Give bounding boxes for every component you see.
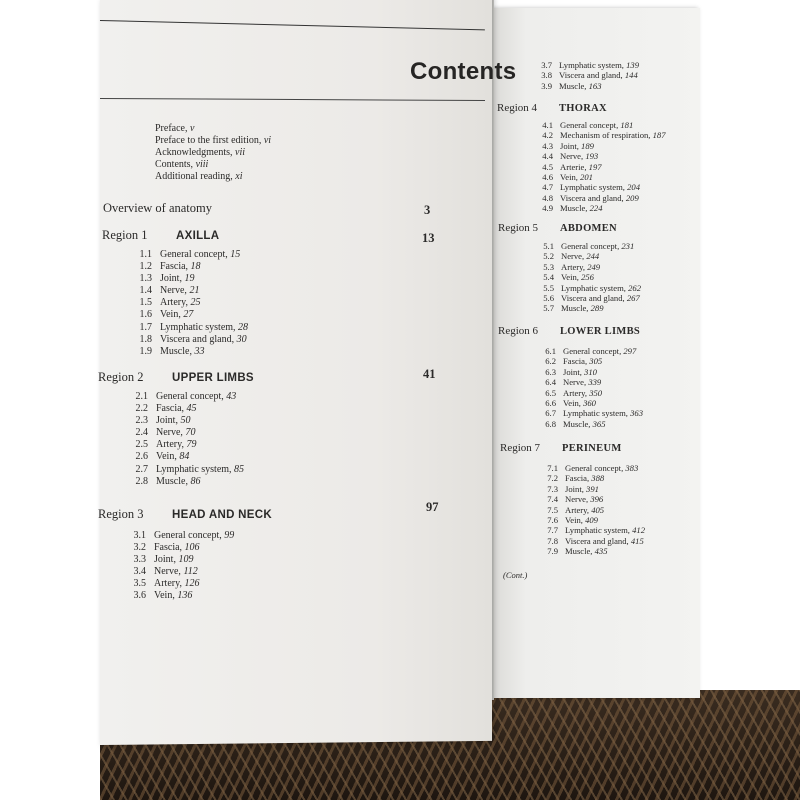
front-matter-list [155, 123, 271, 183]
region-heading [98, 370, 254, 385]
list-item: 4.5 Arterie, 197 [542, 161, 602, 172]
list-item: 5.7 Muscle, 289 [543, 303, 604, 314]
list-item: 2.8 Muscle, 86 [135, 475, 201, 487]
region-title: HEAD AND NECK [172, 509, 272, 521]
list-item: 1.7 Lymphatic system, 28 [139, 321, 249, 333]
list-item: 4.7 Lymphatic system, 204 [542, 182, 640, 193]
region-title: PERINEUM [562, 443, 622, 454]
region-name: Region 6 [498, 325, 539, 337]
list-item: 7.2 Fascia, 388 [547, 473, 605, 484]
list-item: 5.4 Vein, 256 [543, 272, 594, 283]
list-item: 4.3 Joint, 189 [542, 140, 594, 151]
list-item: 3.7 Lymphatic system, 139 [541, 60, 639, 70]
list-item: 1.3 Joint, 19 [139, 273, 195, 285]
overview-label: Overview of anatomy [103, 201, 212, 215]
region-name: Region 7 [500, 442, 541, 454]
list-item: 6.2 Fascia, 305 [545, 356, 603, 367]
list-item: 7.6 Vein, 409 [547, 515, 598, 526]
list-item: 7.7 Lymphatic system, 412 [547, 525, 645, 536]
front-matter-item: Preface, v [155, 123, 195, 134]
region-title: LOWER LIMBS [560, 326, 641, 337]
list-item: 1.8 Viscera and gland, 30 [139, 333, 247, 345]
region-heading [98, 507, 272, 522]
list-item: 3.4 Nerve, 112 [133, 566, 198, 578]
list-item: 3.5 Artery, 126 [133, 578, 200, 590]
list-item: 5.1 General concept, 231 [543, 241, 635, 251]
list-item: 2.7 Lymphatic system, 85 [135, 463, 245, 475]
region-title: AXILLA [176, 230, 220, 242]
list-item: 3.9 Muscle, 163 [541, 80, 602, 91]
region-entries [536, 346, 643, 429]
region-entries [533, 120, 666, 214]
list-item: 7.9 Muscle, 435 [547, 546, 608, 557]
list-item: 4.9 Muscle, 224 [542, 203, 603, 214]
list-item: 1.6 Vein, 27 [139, 309, 194, 321]
list-item: 3.8 Viscera and gland, 144 [541, 70, 638, 81]
continued-label: (Cont.) [503, 570, 528, 580]
list-item: 1.4 Nerve, 21 [139, 285, 200, 297]
list-item: 6.1 General concept, 297 [545, 346, 637, 356]
region-heading [102, 228, 219, 243]
list-item: 4.2 Mechanism of respiration, 187 [542, 130, 666, 141]
front-matter-item: Acknowledgments, vii [155, 147, 245, 158]
list-item: 6.8 Muscle, 365 [545, 418, 606, 429]
region-heading [497, 102, 607, 114]
list-item: 5.3 Artery, 249 [543, 261, 601, 272]
region-title: THORAX [559, 103, 607, 114]
list-item: 1.2 Fascia, 18 [139, 261, 201, 273]
list-item: 3.3 Joint, 109 [133, 554, 194, 566]
region-entries [124, 391, 244, 488]
list-item: 4.1 General concept, 181 [542, 120, 634, 130]
list-item: 5.5 Lymphatic system, 262 [543, 282, 641, 293]
list-item: 2.3 Joint, 50 [135, 415, 191, 427]
region-entries [534, 241, 641, 314]
list-item: 1.5 Artery, 25 [139, 297, 201, 309]
front-matter-item: Contents, viii [155, 159, 209, 170]
region-page-number: 41 [423, 367, 436, 381]
list-item: 6.7 Lymphatic system, 363 [545, 408, 643, 419]
region-entries [532, 60, 639, 91]
region-heading [500, 442, 622, 454]
list-item: 7.3 Joint, 391 [547, 483, 599, 494]
list-item: 7.5 Artery, 405 [547, 504, 605, 515]
list-item: 3.1 General concept, 99 [133, 530, 235, 541]
list-item: 1.9 Muscle, 33 [139, 345, 205, 357]
list-item: 5.6 Viscera and gland, 267 [543, 293, 640, 304]
region-entries [122, 530, 234, 603]
list-item: 4.8 Viscera and gland, 209 [542, 192, 639, 203]
list-item: 7.1 General concept, 383 [547, 463, 639, 473]
list-item: 4.6 Vein, 201 [542, 172, 593, 183]
list-item: 2.2 Fascia, 45 [135, 403, 197, 415]
region-name: Region 5 [498, 222, 539, 234]
region-name: Region 2 [98, 370, 144, 384]
region-name: Region 3 [98, 507, 144, 521]
list-item: 5.2 Nerve, 244 [543, 251, 600, 262]
list-item: 7.8 Viscera and gland, 415 [547, 535, 644, 546]
list-item: 6.6 Vein, 360 [545, 398, 596, 409]
list-item: 6.3 Joint, 310 [545, 366, 597, 377]
list-item: 7.4 Nerve, 396 [547, 494, 604, 505]
region-page-number: 97 [426, 500, 439, 514]
region-title: UPPER LIMBS [172, 372, 254, 384]
region-entries [128, 249, 248, 358]
list-item: 2.5 Artery, 79 [135, 439, 197, 451]
region-heading [498, 222, 617, 234]
page-title: Contents [410, 58, 517, 85]
list-item: 2.6 Vein, 84 [135, 451, 190, 463]
list-item: 3.2 Fascia, 106 [133, 542, 200, 554]
list-item: 1.1 General concept, 15 [139, 249, 241, 260]
region-name: Region 1 [102, 228, 148, 242]
list-item: 6.5 Artery, 350 [545, 387, 603, 398]
region-entries [538, 463, 645, 557]
front-matter-item: Additional reading, xi [155, 171, 243, 182]
list-item: 3.6 Vein, 136 [133, 590, 193, 602]
region-title: ABDOMEN [560, 223, 617, 234]
front-matter-item: Preface to the first edition, vi [155, 135, 272, 146]
overview-page: 3 [424, 203, 431, 217]
list-item: 6.4 Nerve, 339 [545, 377, 602, 388]
list-item: 2.1 General concept, 43 [135, 391, 237, 402]
region-page-number: 13 [422, 231, 435, 245]
region-name: Region 4 [497, 102, 538, 114]
list-item: 2.4 Nerve, 70 [135, 427, 196, 439]
list-item: 4.4 Nerve, 193 [542, 151, 599, 162]
region-heading [498, 325, 640, 337]
